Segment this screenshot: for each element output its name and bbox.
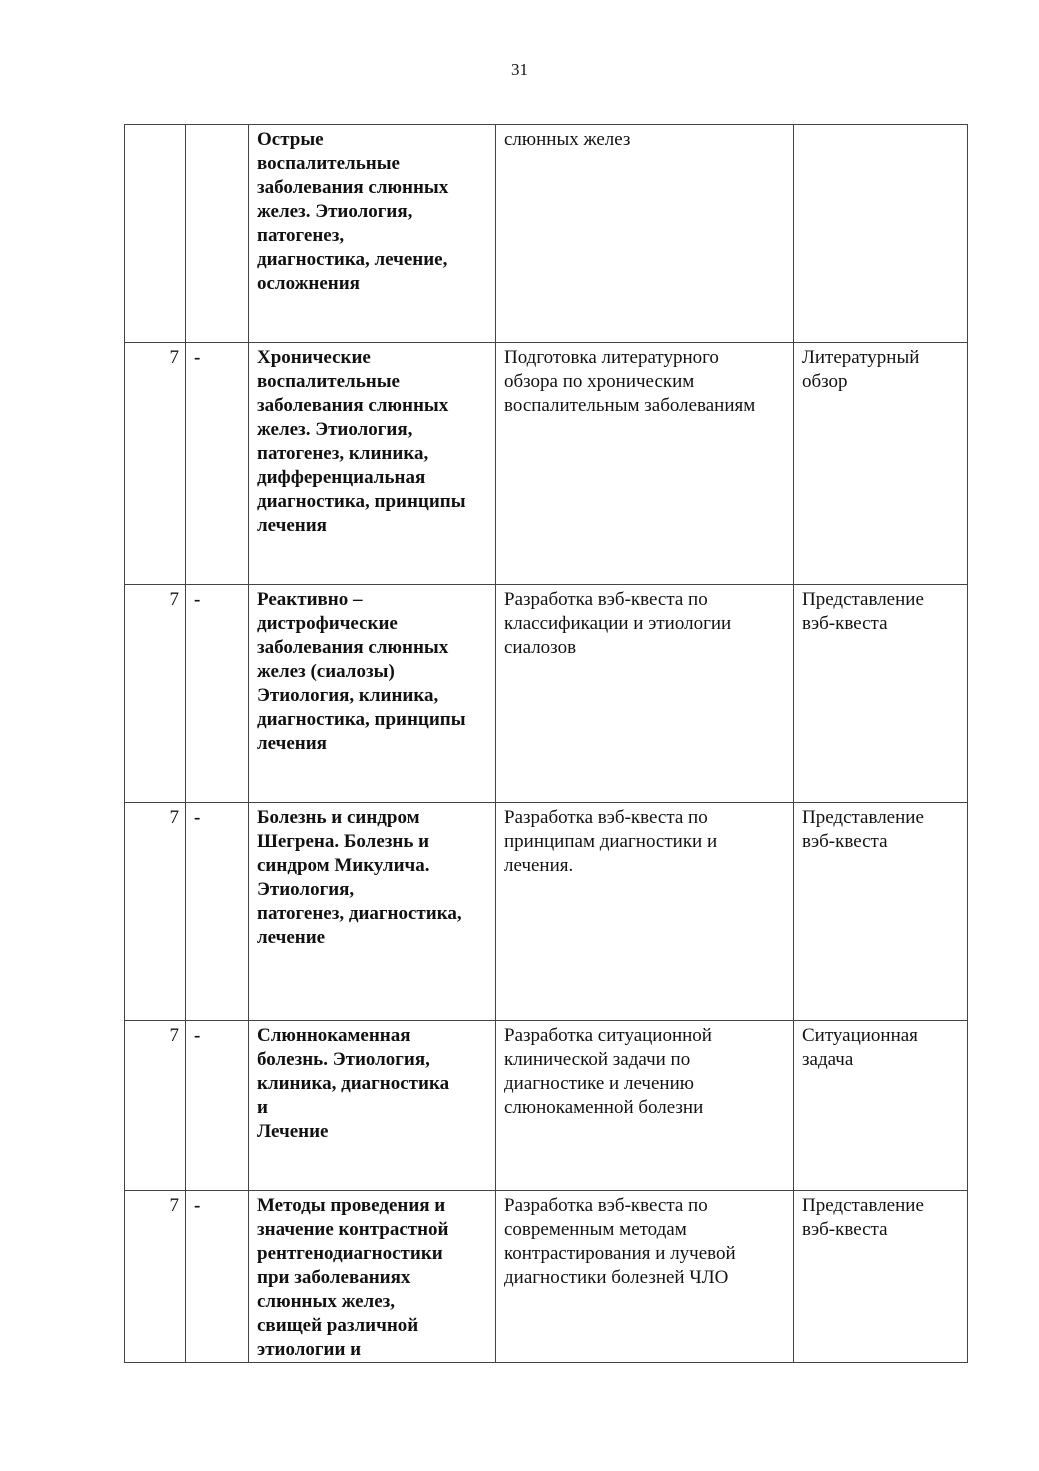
cell-task [496, 803, 794, 1021]
cell-number: 7 [125, 585, 186, 803]
result-text: Литературный обзор [802, 347, 920, 392]
cell-dash: - [186, 803, 249, 1021]
topic-text: Реактивно – дистрофические заболевания слюнных желез (сиалозы) Этиология, клиника, диагностика, принципы лечения [257, 589, 466, 754]
result-text: Представление вэб-квеста [802, 589, 924, 634]
cell-number: 7 [125, 803, 186, 1021]
task-text: Разработка ситуационной клинической задачи по диагностике и лечению слюнокаменной болезни [504, 1025, 712, 1118]
table-row [125, 585, 968, 803]
cell-result [794, 1021, 968, 1191]
result-text: Представление вэб-квеста [802, 807, 924, 852]
cell-number: 7 [125, 343, 186, 585]
cell-dash: - [186, 1191, 249, 1363]
cell-result [794, 1191, 968, 1363]
cell-task [496, 585, 794, 803]
curriculum-table [124, 124, 968, 1363]
task-text: Разработка вэб-квеста по классификации и этиологии сиалозов [504, 589, 732, 658]
result-text: Ситуационная задача [802, 1025, 918, 1070]
table-row [125, 1021, 968, 1191]
topic-text: Методы проведения и значение контрастной рентгенодиагностики при заболеваниях слюнных желез, свищей различной этиологии и [257, 1195, 449, 1360]
cell-number: 7 [125, 1021, 186, 1191]
page-number: 31 [511, 60, 528, 79]
cell-topic [249, 803, 496, 1021]
cell-dash: - [186, 1021, 249, 1191]
cell-topic [249, 1191, 496, 1363]
result-text: Представление вэб-квеста [802, 1195, 924, 1240]
table-row [125, 1191, 968, 1363]
cell-topic [249, 125, 496, 343]
cell-dash [186, 125, 249, 343]
table-row [125, 803, 968, 1021]
cell-dash: - [186, 343, 249, 585]
topic-text: Болезнь и синдром Шегрена. Болезнь и синдром Микулича. Этиология, патогенез, диагностика, лечение [257, 807, 462, 948]
cell-number [125, 125, 186, 343]
topic-text: Хронические воспалительные заболевания слюнных желез. Этиология, патогенез, клиника, дифференциальная диагностика, принципы лечения [257, 347, 466, 536]
table-row [125, 125, 968, 343]
cell-topic [249, 585, 496, 803]
task-text: слюнных желез [504, 129, 631, 150]
cell-result [794, 585, 968, 803]
cell-task [496, 1021, 794, 1191]
task-text: Разработка вэб-квеста по современным методам контрастирования и лучевой диагностики болезней ЧЛО [504, 1195, 736, 1288]
task-text: Разработка вэб-квеста по принципам диагностики и лечения. [504, 807, 718, 876]
cell-topic [249, 1021, 496, 1191]
cell-result [794, 343, 968, 585]
cell-task [496, 343, 794, 585]
cell-task [496, 1191, 794, 1363]
cell-result [794, 125, 968, 343]
topic-text: Слюннокаменная болезнь. Этиология, клиника, диагностика и Лечение [257, 1025, 450, 1142]
cell-number: 7 [125, 1191, 186, 1363]
cell-dash: - [186, 585, 249, 803]
cell-task [496, 125, 794, 343]
task-text: Подготовка литературного обзора по хроническим воспалительным заболеваниям [504, 347, 756, 416]
topic-text: Острые воспалительные заболевания слюнных желез. Этиология, патогенез, диагностика, лечение, осложнения [257, 129, 449, 294]
table-row [125, 343, 968, 585]
cell-topic [249, 343, 496, 585]
cell-result [794, 803, 968, 1021]
